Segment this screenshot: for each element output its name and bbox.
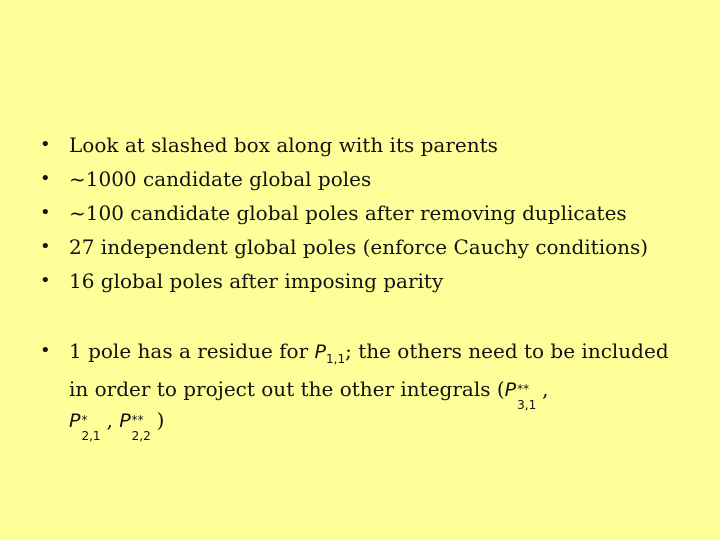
bullet-dot-icon: •	[40, 340, 51, 361]
integral-p22: P ** 2,2	[119, 410, 151, 443]
bullet-item	[40, 264, 690, 298]
bullet-item	[40, 162, 690, 196]
bullet-dot-icon: •	[40, 202, 51, 223]
integral-p21: P * 2,1	[69, 410, 101, 443]
bullet-dot-icon: •	[40, 236, 51, 257]
bullet-dot-icon: •	[40, 270, 51, 291]
integral-p11: $P_{1,1}$	[314, 341, 346, 366]
residue-text-end: )	[156, 408, 165, 432]
bullet-text: ~100 candidate global poles after removing duplicates	[69, 201, 627, 225]
bullet-item-residue	[40, 336, 689, 443]
bullet-item	[40, 196, 690, 230]
bullet-item	[40, 128, 690, 162]
bullet-item	[40, 230, 690, 264]
bullet-text: 16 global poles after imposing parity	[69, 269, 444, 293]
residue-text-start: 1 pole has a residue for	[69, 339, 315, 363]
bullet-list	[40, 128, 690, 298]
separator: ,	[106, 408, 120, 432]
separator: ,	[542, 377, 549, 401]
bullet-list-residue	[40, 336, 690, 443]
bullet-text: 27 independent global poles (enforce Cauchy conditions)	[69, 235, 649, 259]
integral-p31: P ** 3,1	[504, 379, 537, 412]
bullet-text: ~1000 candidate global poles	[69, 167, 372, 191]
bullet-dot-icon: •	[40, 168, 51, 189]
bullet-dot-icon: •	[40, 134, 51, 155]
residue-text-middle: ; the others need to be included in order to project out the other integrals (	[69, 339, 669, 401]
bullet-text: Look at slashed box along with its parents	[69, 133, 498, 157]
